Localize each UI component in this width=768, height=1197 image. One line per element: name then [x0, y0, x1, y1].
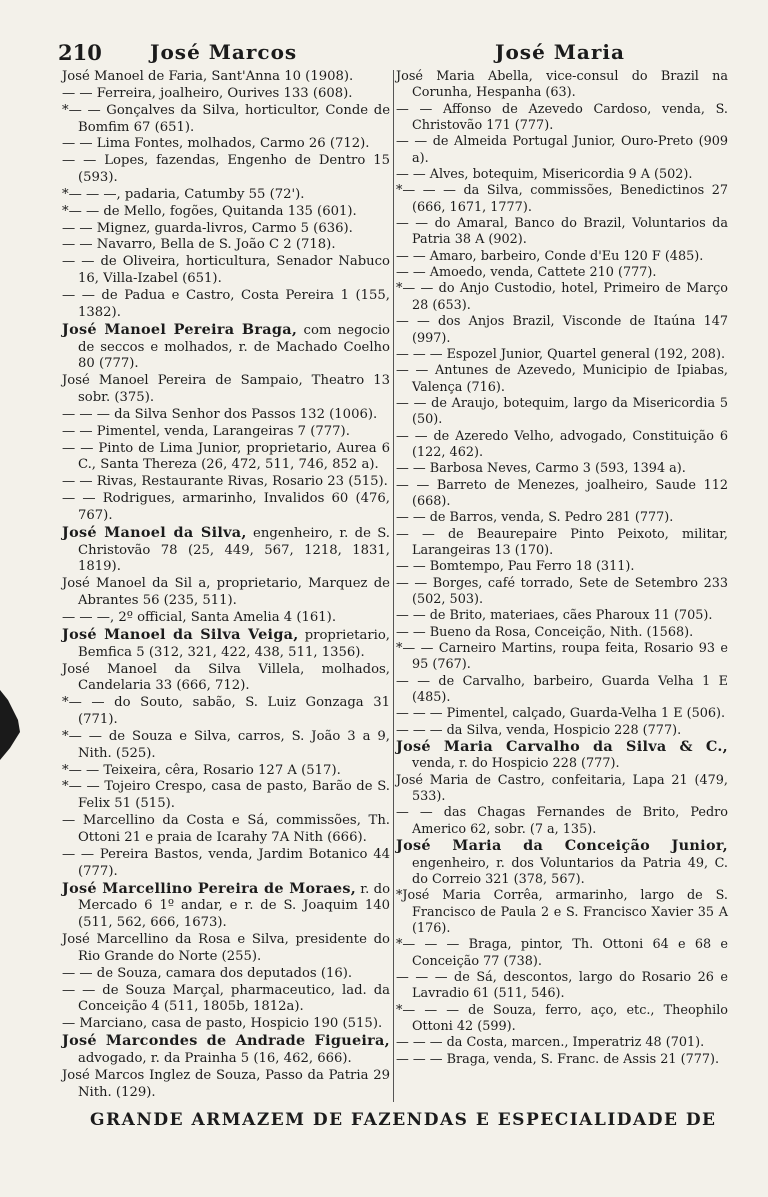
entry-text: venda, r. do Hospicio 228 (777). — [412, 756, 620, 772]
entry-text: *— — do Anjo Custodio, hotel, Primeiro de Março 28 (653). — [396, 281, 728, 313]
directory-entry — [62, 491, 390, 525]
directory-entry — [396, 576, 728, 609]
directory-entry — [396, 559, 728, 575]
directory-entry — [62, 1033, 390, 1068]
entry-text: *— — Carneiro Martins, roupa feita, Rosario 93 e 95 (767). — [396, 641, 728, 673]
running-head-left: José Marcos — [150, 40, 298, 64]
entry-heading: José Manoel da Silva Veiga, — [62, 625, 299, 643]
entry-text: — Marcellino da Costa e Sá, commissões, Th. Ottoni 21 e praia de Icarahy 7A Nith (666). — [62, 813, 390, 845]
entry-text: — — Pinto de Lima Junior, proprietario, Aurea 6 C., Santa Thereza (26, 472, 511, 746, 852 a). — [62, 440, 390, 473]
directory-entry — [62, 983, 390, 1017]
directory-entry — [62, 373, 390, 407]
running-head-right: José Maria — [495, 40, 625, 64]
directory-entry — [396, 1003, 728, 1036]
entry-text: José Maria de Castro, confeitaria, Lapa 21 (479, 533). — [396, 772, 728, 805]
entry-text: *— — — da Silva, commissões, Benedictinos 27 (666, 1671, 1777). — [396, 183, 728, 215]
entry-text: — — Bomtempo, Pau Ferro 18 (311). — [396, 559, 635, 575]
entry-text: — — de Oliveira, horticultura, Senador Nabuco 16, Villa-Izabel (651). — [62, 254, 390, 287]
directory-entry — [62, 424, 390, 441]
column-divider — [393, 70, 394, 1102]
entry-text: José Manoel de Faria, Sant'Anna 10 (1908). — [62, 69, 354, 84]
directory-entry — [62, 204, 390, 221]
page-header — [0, 40, 768, 70]
directory-entry — [396, 674, 728, 707]
footer-banner: GRANDE ARMAZEM DE FAZENDAS E ESPECIALIDADE DE — [90, 1110, 717, 1130]
directory-entry — [396, 805, 728, 838]
directory-entry — [62, 610, 390, 627]
entry-text: engenheiro, r. de S. Christovão 78 (25, 449, 567, 1218, 1831, 1819). — [78, 525, 390, 575]
entry-text: *— — do Souto, sabão, S. Luiz Gonzaga 31 (771). — [62, 695, 390, 728]
directory-entry — [396, 838, 728, 888]
entry-text: — — Alves, botequim, Misericordia 9 A (502). — [396, 167, 693, 183]
entry-text: — — Amaro, barbeiro, Conde d'Eu 120 F (485). — [396, 248, 704, 264]
entry-text: — — de Azeredo Velho, advogado, Constituição 6 (122, 462). — [396, 428, 728, 460]
entry-text: *— — de Souza e Silva, carros, S. João 3 a 9, Nith. (525). — [62, 728, 390, 761]
entry-text: José Marcellino da Rosa e Silva, presidente do Rio Grande do Norte (255). — [62, 932, 390, 964]
entry-text: r. do Mercado 6 1º andar, e r. de S. Joaquim 140 (511, 562, 666, 1673). — [78, 881, 391, 931]
directory-entry — [396, 723, 728, 739]
entry-text: — — de Carvalho, barbeiro, Guarda Velha 1 E (485). — [396, 673, 728, 706]
directory-entry — [62, 627, 390, 662]
directory-entry — [62, 103, 390, 137]
entry-heading: José Marcellino Pereira de Moraes, — [62, 879, 357, 897]
entry-text: — — Borges, café torrado, Sete de Setembro 233 (502, 503). — [396, 575, 728, 607]
entry-text: José Manoel da Sil a, proprietario, Marquez de Abrantes 56 (235, 511). — [62, 576, 390, 609]
directory-entry — [62, 1016, 390, 1033]
entry-text: José Manoel Pereira de Sampaio, Theatro 13 sobr. (375). — [62, 373, 390, 406]
entry-text: — — dos Anjos Brazil, Visconde de Itaúna 147 (997). — [396, 314, 728, 346]
directory-entry — [396, 183, 728, 216]
entry-heading: José Maria da Conceição Junior, — [396, 837, 728, 855]
entry-text: — — de Brito, materiaes, cães Pharoux 11 (705). — [396, 608, 713, 624]
entry-text: — — Barreto de Menezes, joalheiro, Saude 112 (668). — [396, 477, 728, 509]
entry-text: — — — da Costa, marcen., Imperatriz 48 (701). — [396, 1035, 705, 1051]
directory-entry — [62, 254, 390, 288]
entry-text: engenheiro, r. dos Voluntarios da Patria 49, C. do Correio 321 (378, 567). — [412, 855, 728, 887]
entry-heading: José Marcondes de Andrade Figueira, — [62, 1032, 390, 1050]
entry-text: — — das Chagas Fernandes de Brito, Pedro Americo 62, sobr. (7 a, 135). — [396, 805, 728, 837]
entry-text: *— — Tojeiro Crespo, casa de pasto, Barão de S. Felix 51 (515). — [62, 779, 390, 812]
entry-text: — — Pimentel, venda, Larangeiras 7 (777). — [62, 423, 350, 439]
entry-text: — — —, 2º official, Santa Amelia 4 (161). — [62, 610, 337, 625]
directory-entry — [62, 881, 390, 933]
entry-text: — — Pereira Bastos, venda, Jardim Botanico 44 (777). — [62, 846, 390, 879]
directory-entry — [396, 347, 728, 363]
entry-text: — — Lima Fontes, molhados, Carmo 26 (712). — [62, 136, 370, 152]
entry-text: — — — Braga, venda, S. Franc. de Assis 21 (777). — [396, 1051, 720, 1067]
right-column — [396, 69, 728, 1068]
entry-heading: José Manoel da Silva, — [62, 523, 247, 541]
entry-text: — — Barbosa Neves, Carmo 3 (593, 1394 a). — [396, 461, 686, 477]
entry-text: — — do Amaral, Banco do Brazil, Voluntarios da Patria 38 A (902). — [396, 216, 728, 248]
directory-entry — [62, 407, 390, 424]
directory-entry — [62, 136, 390, 153]
entry-text: — — — da Silva, venda, Hospicio 228 (777). — [396, 722, 682, 738]
directory-entry — [396, 739, 728, 773]
directory-entry — [62, 932, 390, 966]
directory-entry — [62, 153, 390, 187]
directory-entry — [62, 187, 390, 204]
entry-text: — — de Padua e Castro, Costa Pereira 1 (155, 1382). — [62, 287, 390, 320]
directory-entry — [396, 314, 728, 347]
entry-text: — — — de Sá, descontos, largo do Rosario 26 e Lavradio 61 (511, 546). — [396, 969, 728, 1002]
entry-text: *— — — Braga, pintor, Th. Ottoni 64 e 68 e Conceição 77 (738). — [396, 937, 728, 969]
entry-text: — — Affonso de Azevedo Cardoso, venda, S. Christovão 171 (777). — [396, 101, 728, 134]
entry-text: — — Navarro, Bella de S. João C 2 (718). — [62, 237, 336, 253]
directory-entry — [396, 608, 728, 624]
directory-entry — [62, 1068, 390, 1102]
directory-entry — [62, 966, 390, 983]
page-number: 210 — [58, 40, 102, 65]
directory-entry — [62, 69, 390, 86]
directory-entry — [62, 763, 390, 780]
entry-text: — — — Espozel Junior, Quartel general (192, 208). — [396, 346, 726, 362]
entry-text: — — Ferreira, joalheiro, Ourives 133 (608). — [62, 85, 353, 101]
directory-entry — [396, 773, 728, 806]
directory-entry — [396, 265, 728, 281]
entry-text: — — Bueno da Rosa, Conceição, Nith. (1568). — [396, 624, 694, 640]
entry-text: — — Rodrigues, armarinho, Invalidos 60 (476, 767). — [62, 491, 390, 523]
directory-entry — [396, 706, 728, 722]
directory-entry — [396, 937, 728, 970]
directory-entry — [396, 102, 728, 135]
entry-heading: José Manoel Pereira Braga, — [62, 320, 298, 338]
entry-text: — — Antunes de Azevedo, Municipio de Ipiabas, Valença (716). — [396, 363, 728, 395]
left-column — [62, 69, 390, 1101]
directory-entry — [396, 527, 728, 560]
directory-entry — [62, 322, 390, 374]
entry-text: José Maria Abella, vice-consul do Brazil na Corunha, Hespanha (63). — [396, 69, 728, 101]
directory-entry — [396, 429, 728, 462]
directory-entry — [396, 1035, 728, 1051]
directory-entry — [396, 478, 728, 511]
directory-entry — [62, 662, 390, 696]
edge-marker-shape — [0, 690, 22, 760]
directory-entry — [62, 237, 390, 254]
directory-entry — [396, 625, 728, 641]
directory-entry — [62, 221, 390, 238]
entry-text: *José Maria Corrêa, armarinho, largo de S. Francisco de Paula 2 e S. Francisco Xavier 35 A (176). — [396, 888, 728, 936]
directory-entry — [62, 288, 390, 322]
entry-text: — — de Araujo, botequim, largo da Misericordia 5 (50). — [396, 395, 728, 428]
directory-entry — [396, 281, 728, 314]
directory-entry — [396, 69, 728, 102]
entry-text: — — — da Silva Senhor dos Passos 132 (1006). — [62, 406, 378, 422]
directory-entry — [396, 970, 728, 1003]
entry-text: — — — Pimentel, calçado, Guarda-Velha 1 E (506). — [396, 706, 726, 722]
entry-text: — — Lopes, fazendas, Engenho de Dentro 15 (593). — [62, 153, 390, 186]
entry-text: *— — Teixeira, cêra, Rosario 127 A (517). — [62, 762, 341, 778]
entry-text: — — de Souza, camara dos deputados (16). — [62, 965, 353, 981]
entry-text: *— — de Mello, fogões, Quitanda 135 (601). — [62, 203, 357, 219]
entry-heading: José Maria Carvalho da Silva & C., — [396, 738, 728, 756]
entry-text: *— — —, padaria, Catumby 55 (72'). — [62, 186, 305, 202]
directory-entry — [396, 641, 728, 674]
directory-entry — [396, 249, 728, 265]
directory-entry — [396, 134, 728, 167]
directory-entry — [62, 779, 390, 813]
entry-text: José Manoel da Silva Villela, molhados, Candelaria 33 (666, 712). — [62, 661, 390, 694]
entry-text: — — Amoedo, venda, Cattete 210 (777). — [396, 265, 657, 281]
entry-text: *— — — de Souza, ferro, aço, etc., Theophilo Ottoni 42 (599). — [396, 1002, 728, 1034]
entry-text: — — Rivas, Restaurante Rivas, Rosario 23 (515). — [62, 474, 388, 490]
directory-entry — [396, 1052, 728, 1068]
directory-entry — [396, 167, 728, 183]
directory-entry — [62, 813, 390, 847]
entry-text: com negocio de seccos e molhados, r. de Machado Coelho 80 (777). — [78, 322, 390, 372]
entry-text: José Marcos Inglez de Souza, Passo da Patria 29 Nith. (129). — [62, 1067, 390, 1100]
directory-entry — [62, 847, 390, 881]
entry-text: — Marciano, casa de pasto, Hospicio 190 (515). — [62, 1016, 383, 1032]
entry-text: — — de Barros, venda, S. Pedro 281 (777). — [396, 510, 674, 526]
directory-entry — [62, 86, 390, 103]
entry-text: proprietario, Bemfica 5 (312, 321, 422, 438, 511, 1356). — [78, 627, 390, 660]
entry-text: — — de Beaurepaire Pinto Peixoto, militar, Larangeiras 13 (170). — [396, 526, 728, 558]
directory-entry — [396, 396, 728, 429]
directory-entry — [62, 576, 390, 610]
entry-text: — — de Souza Marçal, pharmaceutico, lad. da Conceição 4 (511, 1805b, 1812a). — [62, 982, 390, 1015]
directory-entry — [62, 441, 390, 475]
entry-text: — — Mignez, guarda-livros, Carmo 5 (636). — [62, 220, 353, 236]
directory-entry — [62, 474, 390, 491]
directory-entry — [62, 695, 390, 729]
directory-entry — [62, 525, 390, 577]
entry-text: — — de Almeida Portugal Junior, Ouro-Preto (909 a). — [396, 134, 728, 166]
entry-text: advogado, r. da Prainha 5 (16, 462, 666). — [78, 1050, 352, 1066]
directory-entry — [396, 363, 728, 396]
directory-entry — [396, 888, 728, 937]
entry-text: *— — Gonçalves da Silva, horticultor, Conde de Bomfim 67 (651). — [62, 102, 390, 135]
directory-entry — [396, 510, 728, 526]
directory-entry — [62, 729, 390, 763]
directory-entry — [396, 461, 728, 477]
directory-entry — [396, 216, 728, 249]
